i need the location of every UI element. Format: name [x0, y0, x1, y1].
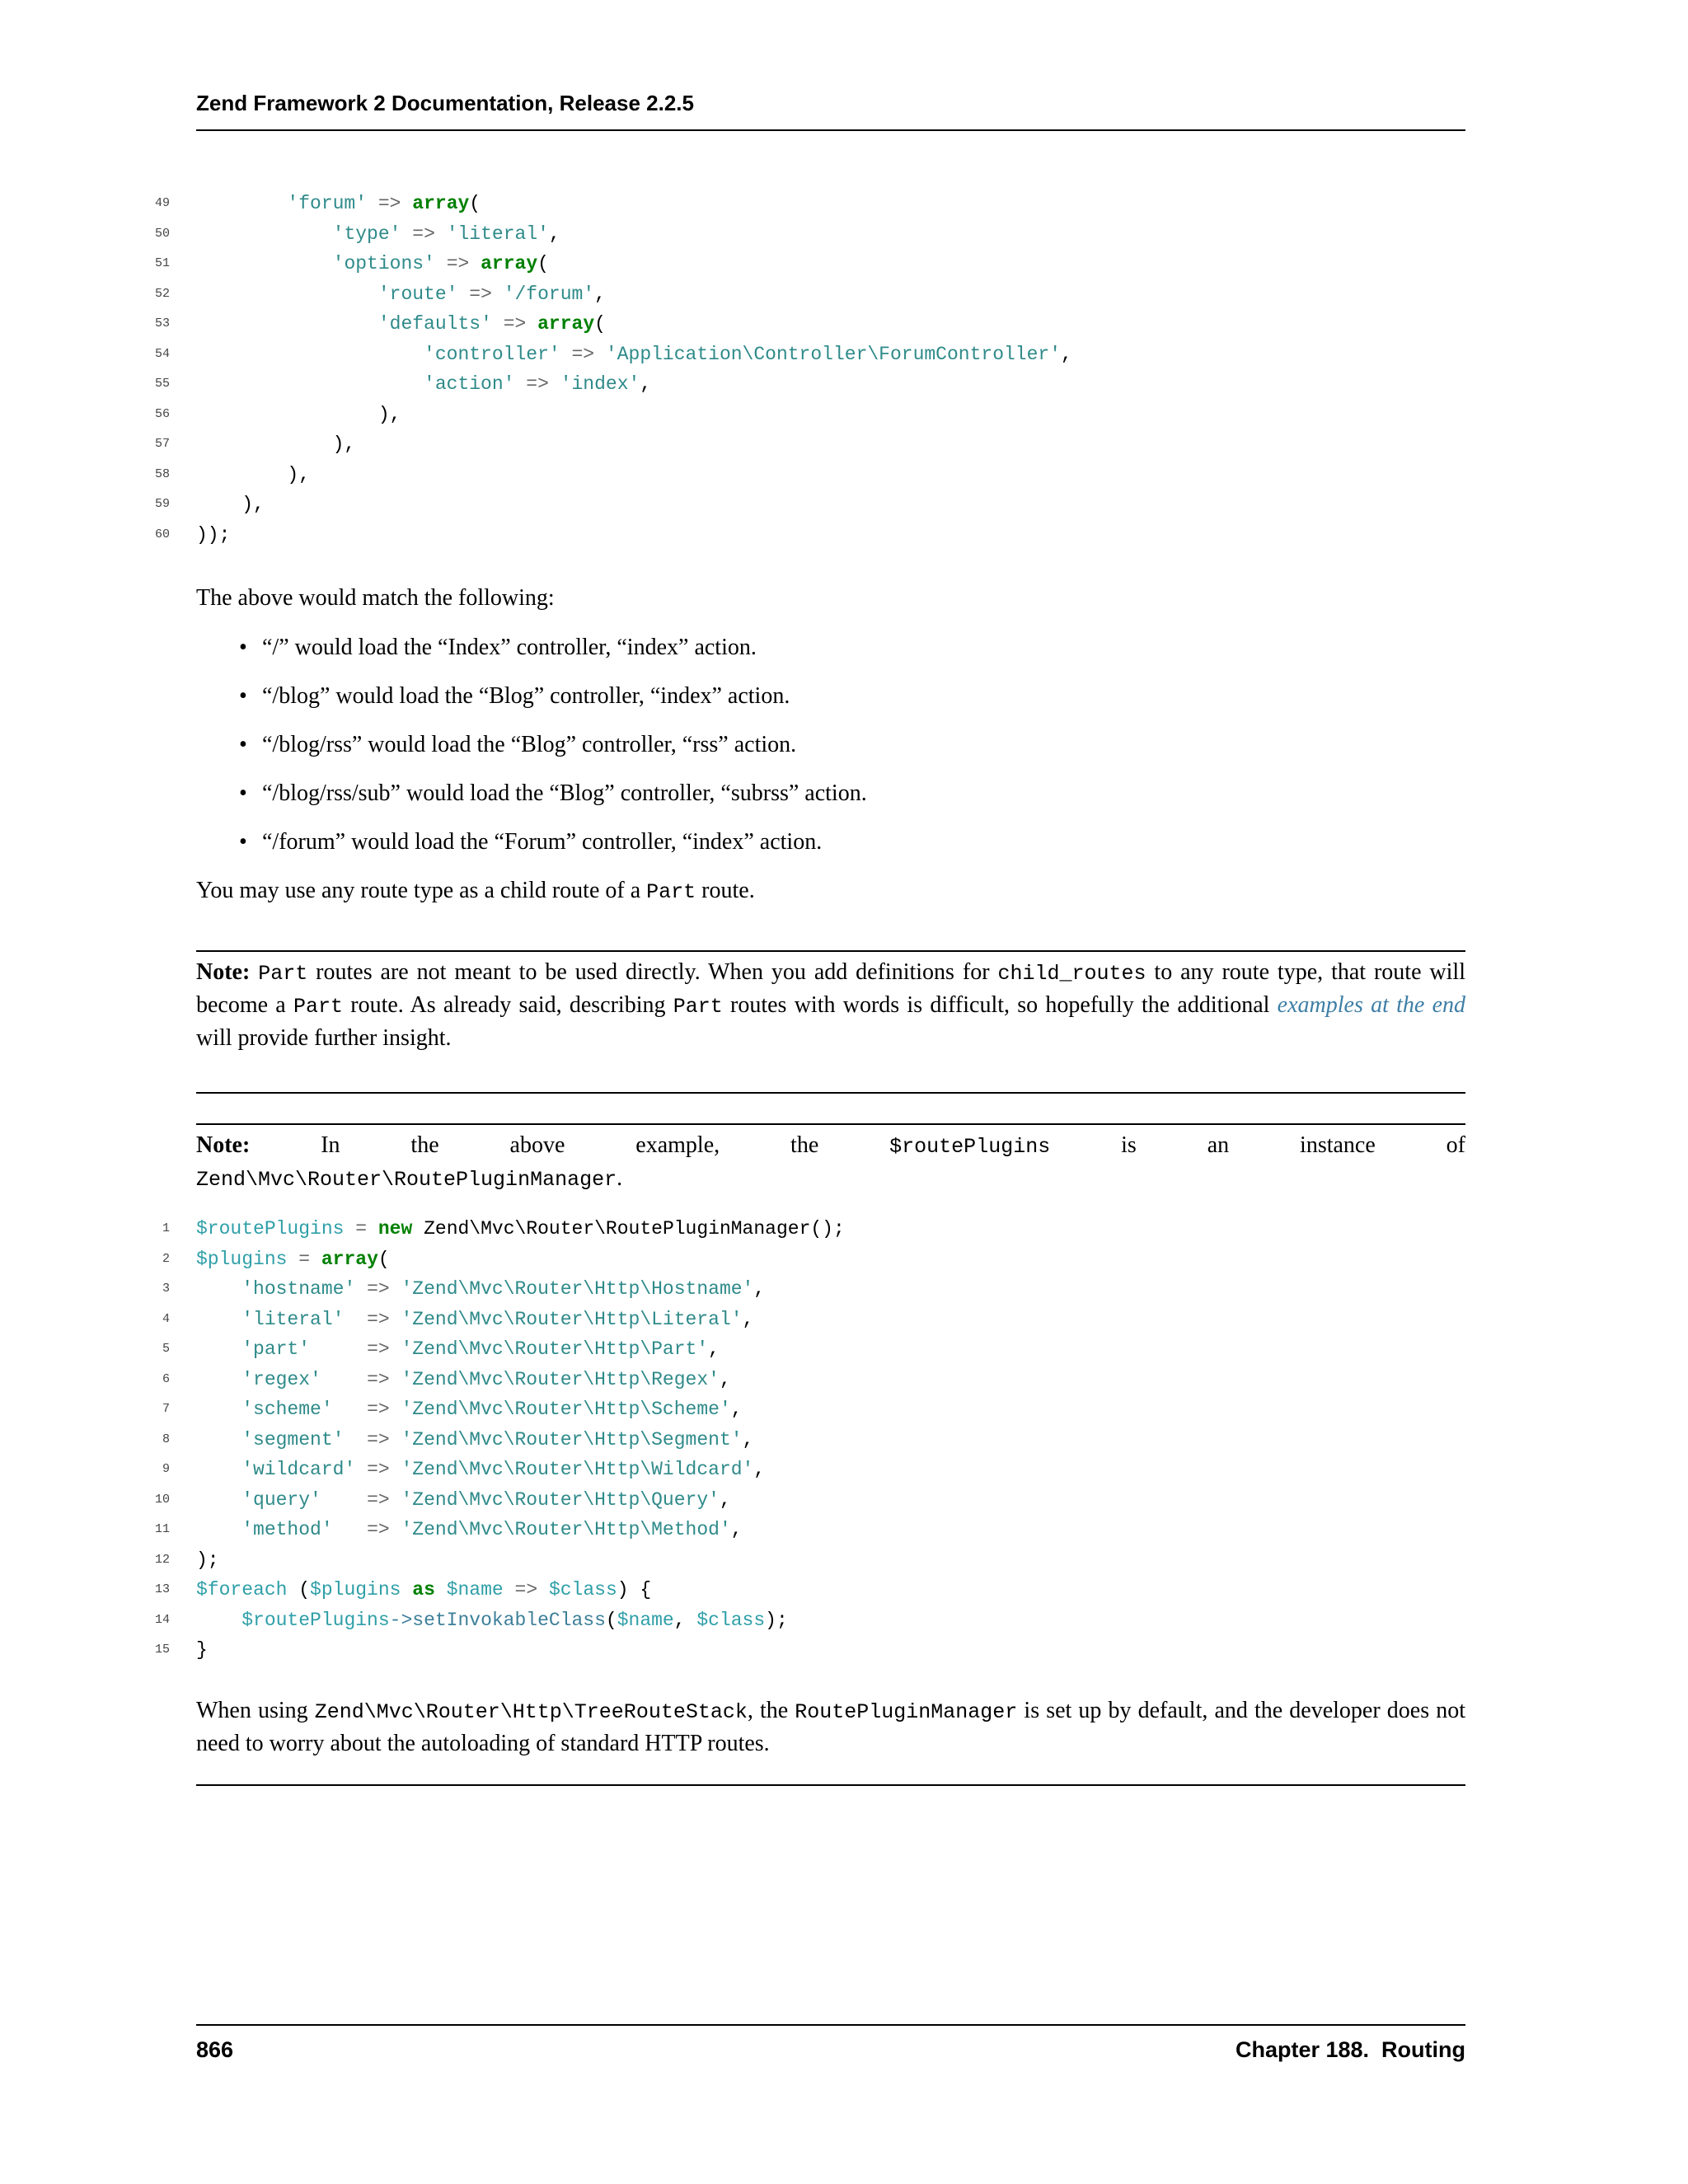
- line-number: 56: [154, 406, 170, 421]
- code-token: '/forum': [503, 283, 595, 305]
- code-token: =>: [367, 1428, 390, 1451]
- code-line: [154, 369, 1465, 400]
- code-token: [504, 1579, 515, 1601]
- code-token: ) {: [617, 1579, 652, 1601]
- code-token: [196, 223, 333, 245]
- code-token: ,: [594, 283, 606, 305]
- code-line: [154, 249, 1465, 279]
- note-part-routes-text: [196, 957, 1465, 1054]
- code-token: =>: [367, 1368, 390, 1390]
- code-token: ));: [196, 523, 231, 546]
- paragraph-intro: [196, 583, 1465, 614]
- route-match-list: [239, 632, 1465, 858]
- text-segment: , the: [747, 1697, 795, 1723]
- code-token: 'Application\Controller\ForumController': [605, 343, 1062, 365]
- code-line: [154, 340, 1465, 370]
- inline-code: Zend\Mvc\Router\Http\TreeRouteStack: [314, 1699, 748, 1724]
- line-number: 60: [154, 527, 170, 541]
- code-token: [549, 373, 560, 395]
- list-item: • “/blog/rss/sub” would load the “Blog” controller, “subrss” action.: [239, 778, 1465, 809]
- note-route-plugins: [154, 1123, 1466, 1786]
- code-token: [196, 313, 378, 335]
- code-token: 'Zend\Mvc\Router\Http\Part': [401, 1338, 709, 1360]
- line-number: 58: [154, 466, 170, 481]
- line-number: 9: [162, 1462, 170, 1476]
- inline-code: $routePlugins: [889, 1135, 1051, 1159]
- code-token: (: [377, 1248, 390, 1270]
- code-token: [526, 313, 537, 335]
- code-token: $name: [617, 1609, 674, 1631]
- line-number: 52: [154, 286, 170, 301]
- text-segment: route.: [696, 878, 755, 903]
- code-token: ),: [196, 463, 311, 485]
- code-token: =>: [367, 1459, 390, 1480]
- code-token: 'hostname': [241, 1278, 356, 1300]
- code-token: [457, 284, 469, 305]
- code-token: [333, 1399, 367, 1420]
- inline-code: Part: [673, 995, 723, 1019]
- line-number: 13: [154, 1582, 170, 1596]
- code-token: ,: [753, 1278, 766, 1300]
- text-segment: routes are not meant to be used directly. When you add definitions for: [307, 959, 998, 985]
- code-token: [367, 193, 378, 214]
- list-item: • “/forum” would load the “Forum” controller, “index” action.: [239, 827, 1465, 858]
- text-segment: The above would match the following:: [196, 585, 555, 611]
- code-token: array: [537, 313, 595, 335]
- code-token: [196, 193, 287, 214]
- code-token: 'Zend\Mvc\Router\Http\Scheme': [401, 1399, 731, 1420]
- line-number: 57: [154, 437, 170, 451]
- code-token: (: [594, 313, 606, 335]
- line-number: 11: [154, 1522, 170, 1536]
- text-segment: is set up by default, and the developer does not need to worry about the autoloading of standard HTTP routes.: [196, 1697, 1465, 1756]
- line-number: 51: [154, 256, 170, 270]
- code-token: [333, 1519, 367, 1540]
- inline-code: Zend\Mvc\Router\RoutePluginManager: [196, 1168, 617, 1192]
- code-token: [310, 1338, 367, 1360]
- code-token: [321, 1369, 367, 1390]
- code-line: [162, 1274, 1465, 1305]
- code-token: =>: [367, 1278, 390, 1300]
- code-token: 'method': [241, 1519, 333, 1540]
- code-token: 'Zend\Mvc\Router\Http\Regex': [401, 1368, 720, 1390]
- code-token: [287, 1249, 298, 1270]
- list-item: • “/” would load the “Index” controller, “index” action.: [239, 632, 1465, 663]
- text-segment: Note:: [196, 959, 251, 985]
- code-token: ,: [640, 373, 652, 395]
- code-line: [162, 1334, 1465, 1365]
- code-token: $routePlugins: [196, 1218, 345, 1240]
- code-token: [390, 1309, 401, 1330]
- inline-code: Part: [258, 962, 308, 986]
- code-token: $routePlugins: [241, 1609, 390, 1631]
- code-token: =>: [412, 223, 435, 245]
- code-token: =>: [446, 253, 470, 274]
- code-token: new: [377, 1218, 413, 1240]
- line-number: 49: [154, 196, 170, 210]
- code-token: $plugins: [310, 1579, 401, 1601]
- code-token: [435, 223, 447, 245]
- line-number: 12: [154, 1552, 170, 1567]
- code-token: array: [412, 193, 470, 214]
- code-token: [390, 1519, 401, 1540]
- code-token: [344, 1218, 355, 1240]
- code-token: (: [537, 253, 549, 274]
- code-token: =: [355, 1218, 368, 1240]
- code-token: =>: [367, 1338, 390, 1360]
- code-token: 'segment': [241, 1428, 345, 1451]
- code-token: [390, 1278, 401, 1300]
- code-token: 'Zend\Mvc\Router\Http\Query': [401, 1488, 720, 1511]
- code-token: 'action': [424, 373, 515, 395]
- line-number: 54: [154, 346, 170, 361]
- code-token: (: [469, 193, 481, 214]
- code-token: Zend\Mvc\Router\RoutePluginManager();: [412, 1218, 845, 1240]
- code-token: 'type': [332, 223, 401, 245]
- code-token: [196, 1519, 241, 1540]
- inline-code: Part: [646, 880, 696, 904]
- inline-code: RoutePluginManager: [795, 1699, 1018, 1724]
- code-token: $plugins: [196, 1248, 288, 1270]
- code-token: ,: [753, 1459, 766, 1480]
- code-token: 'part': [241, 1338, 311, 1360]
- code-token: $name: [446, 1579, 504, 1601]
- code-token: [196, 1338, 241, 1360]
- code-token: [196, 284, 378, 305]
- code-line: [162, 1455, 1465, 1485]
- line-number: 50: [154, 226, 170, 241]
- line-number: 10: [154, 1492, 170, 1507]
- page-header: [196, 91, 1465, 131]
- code-line: [154, 1605, 1465, 1636]
- code-token: [435, 253, 447, 274]
- code-token: [401, 223, 412, 245]
- line-number: 6: [162, 1371, 170, 1386]
- line-number: 53: [154, 316, 170, 330]
- code-token: [196, 1369, 241, 1390]
- code-token: =: [298, 1248, 311, 1270]
- code-token: [196, 1278, 241, 1300]
- code-token: =>: [367, 1519, 390, 1540]
- code-token: 'query': [241, 1488, 321, 1511]
- code-line: [154, 1635, 1465, 1666]
- code-token: [196, 373, 424, 395]
- code-token: $class: [548, 1579, 617, 1601]
- code-token: 'regex': [241, 1368, 321, 1390]
- code-token: ,: [719, 1368, 731, 1390]
- code-token: [196, 1459, 241, 1480]
- doc-title: Zend Framework 2 Documentation, Release 2.2.5: [196, 91, 694, 115]
- code-token: ,: [708, 1338, 720, 1360]
- code-line: [154, 490, 1465, 520]
- code-token: [560, 344, 572, 365]
- code-token: ->setInvokableClass: [389, 1609, 606, 1631]
- text-segment: [250, 959, 258, 985]
- code-token: =>: [571, 343, 595, 365]
- code-block-route-plugins: [154, 1214, 1465, 1666]
- code-token: 'index': [560, 373, 640, 395]
- code-line: [154, 1545, 1465, 1576]
- note-part-routes: [196, 950, 1465, 1094]
- code-token: 'options': [332, 253, 435, 274]
- code-token: [401, 193, 412, 214]
- text-segment: In the above example, the: [250, 1132, 890, 1158]
- code-token: =>: [377, 193, 401, 214]
- line-number: 55: [154, 377, 170, 391]
- list-item: • “/blog/rss” would load the “Blog” controller, “rss” action.: [239, 729, 1465, 761]
- code-token: 'forum': [287, 193, 368, 214]
- line-number: 59: [154, 497, 170, 511]
- code-token: [469, 253, 481, 274]
- code-token: [355, 1459, 367, 1480]
- code-token: 'defaults': [377, 313, 492, 335]
- code-token: (: [605, 1609, 617, 1631]
- code-token: [390, 1459, 401, 1480]
- code-token: =>: [367, 1399, 390, 1420]
- line-number: 4: [162, 1311, 170, 1326]
- code-token: ,: [742, 1428, 754, 1451]
- code-token: ,: [730, 1399, 743, 1420]
- list-item: • “/blog” would load the “Blog” controller, “index” action.: [239, 681, 1465, 712]
- code-token: 'Zend\Mvc\Router\Http\Segment': [401, 1428, 743, 1451]
- code-token: [492, 284, 504, 305]
- code-token: =>: [526, 373, 549, 395]
- code-token: [196, 1489, 241, 1511]
- code-token: [355, 1278, 367, 1300]
- code-token: $foreach: [196, 1579, 288, 1601]
- code-line: [162, 1244, 1465, 1275]
- line-number: 2: [162, 1251, 170, 1266]
- code-token: [492, 313, 504, 335]
- code-token: [435, 1579, 447, 1601]
- code-token: [196, 253, 333, 274]
- code-token: [196, 1399, 241, 1420]
- code-token: [390, 1489, 401, 1511]
- code-token: ,: [742, 1308, 754, 1330]
- text-segment: to any route type, that route will become a: [196, 959, 1465, 1018]
- line-number: 1: [162, 1221, 170, 1235]
- text-segment: .: [617, 1165, 623, 1191]
- code-token: (: [287, 1579, 311, 1601]
- code-token: 'scheme': [241, 1399, 333, 1420]
- code-token: 'literal': [241, 1308, 345, 1330]
- code-token: [196, 1309, 241, 1330]
- text-segment: routes with words is difficult, so hopefully the additional: [722, 992, 1278, 1018]
- code-token: [196, 344, 424, 365]
- examples-link[interactable]: examples at the end: [1277, 992, 1466, 1018]
- code-line: [154, 189, 1465, 219]
- code-line: [154, 460, 1465, 490]
- code-token: 'Zend\Mvc\Router\Http\Hostname': [401, 1278, 754, 1300]
- code-token: ,: [719, 1488, 731, 1511]
- code-token: 'Zend\Mvc\Router\Http\Method': [401, 1519, 731, 1540]
- note-route-plugins-text: [196, 1130, 1465, 1196]
- code-token: [196, 1429, 241, 1451]
- code-line: [162, 1214, 1465, 1244]
- text-segment: When using: [196, 1697, 315, 1723]
- paragraph-treeroutestack: [196, 1695, 1465, 1760]
- inline-code: child_routes: [997, 962, 1146, 986]
- paragraph-child-route: [196, 875, 1465, 908]
- code-token: ),: [196, 494, 265, 515]
- code-token: [401, 1579, 412, 1601]
- code-token: =>: [367, 1488, 390, 1511]
- code-token: array: [481, 253, 538, 274]
- chapter-label: Chapter 188. Routing: [1235, 2037, 1465, 2062]
- text-segment: route. As already said, describing: [343, 992, 673, 1018]
- line-number: 5: [162, 1342, 170, 1356]
- code-token: [390, 1399, 401, 1420]
- code-token: ),: [196, 434, 356, 455]
- text-segment: Note:: [196, 1132, 251, 1158]
- code-token: 'route': [377, 283, 458, 305]
- code-token: [390, 1429, 401, 1451]
- code-token: =>: [503, 313, 527, 335]
- code-token: [390, 1338, 401, 1360]
- line-number: 7: [162, 1402, 170, 1416]
- line-number: 14: [154, 1612, 170, 1627]
- code-token: [537, 1579, 549, 1601]
- code-token: [321, 1489, 367, 1511]
- code-token: 'literal': [446, 223, 549, 245]
- code-token: 'controller': [424, 343, 560, 365]
- code-token: 'wildcard': [241, 1459, 356, 1480]
- code-token: 'Zend\Mvc\Router\Http\Wildcard': [401, 1459, 754, 1480]
- code-line: [154, 520, 1465, 551]
- code-token: 'Zend\Mvc\Router\Http\Literal': [401, 1308, 743, 1330]
- line-number: 8: [162, 1432, 170, 1446]
- code-token: }: [196, 1639, 208, 1661]
- code-block-route-config: [154, 189, 1465, 550]
- code-token: as: [412, 1579, 435, 1601]
- code-token: [196, 1610, 241, 1631]
- text-segment: is an instance of: [1050, 1132, 1466, 1158]
- code-token: ),: [196, 403, 401, 425]
- code-token: [344, 1309, 367, 1330]
- code-token: =>: [367, 1308, 390, 1330]
- code-line: [162, 1305, 1465, 1335]
- text-segment: You may use any route type as a child route of a: [196, 878, 647, 903]
- code-line: [154, 1575, 1465, 1605]
- code-token: );: [765, 1609, 788, 1631]
- code-line: [162, 1394, 1465, 1425]
- code-token: ,: [673, 1609, 697, 1631]
- code-token: [344, 1429, 367, 1451]
- code-token: ,: [1061, 343, 1072, 365]
- code-line: [154, 309, 1465, 340]
- text-segment: will provide further insight.: [196, 1025, 452, 1051]
- code-line: [154, 429, 1465, 460]
- code-line: [154, 219, 1465, 250]
- code-token: =>: [469, 283, 492, 305]
- code-token: [390, 1369, 401, 1390]
- code-token: $class: [696, 1609, 766, 1631]
- code-token: ,: [730, 1519, 743, 1540]
- code-token: [594, 344, 606, 365]
- page-content: [154, 0, 1466, 1786]
- code-line: [162, 1365, 1465, 1395]
- code-token: ,: [548, 223, 560, 245]
- code-line: [162, 1425, 1465, 1455]
- inline-code: Part: [293, 995, 344, 1019]
- code-line: [154, 400, 1465, 430]
- page-number: 866: [196, 2037, 234, 2062]
- code-token: array: [321, 1248, 378, 1270]
- code-token: [514, 373, 526, 395]
- code-token: [367, 1218, 378, 1240]
- code-token: );: [196, 1549, 219, 1571]
- page-footer: [196, 2024, 1465, 2063]
- code-token: =>: [514, 1579, 538, 1601]
- code-line: [154, 1485, 1465, 1516]
- code-line: [154, 279, 1465, 310]
- line-number: 3: [162, 1282, 170, 1296]
- line-number: 15: [154, 1643, 170, 1657]
- code-token: [310, 1249, 321, 1270]
- code-line: [154, 1515, 1465, 1545]
